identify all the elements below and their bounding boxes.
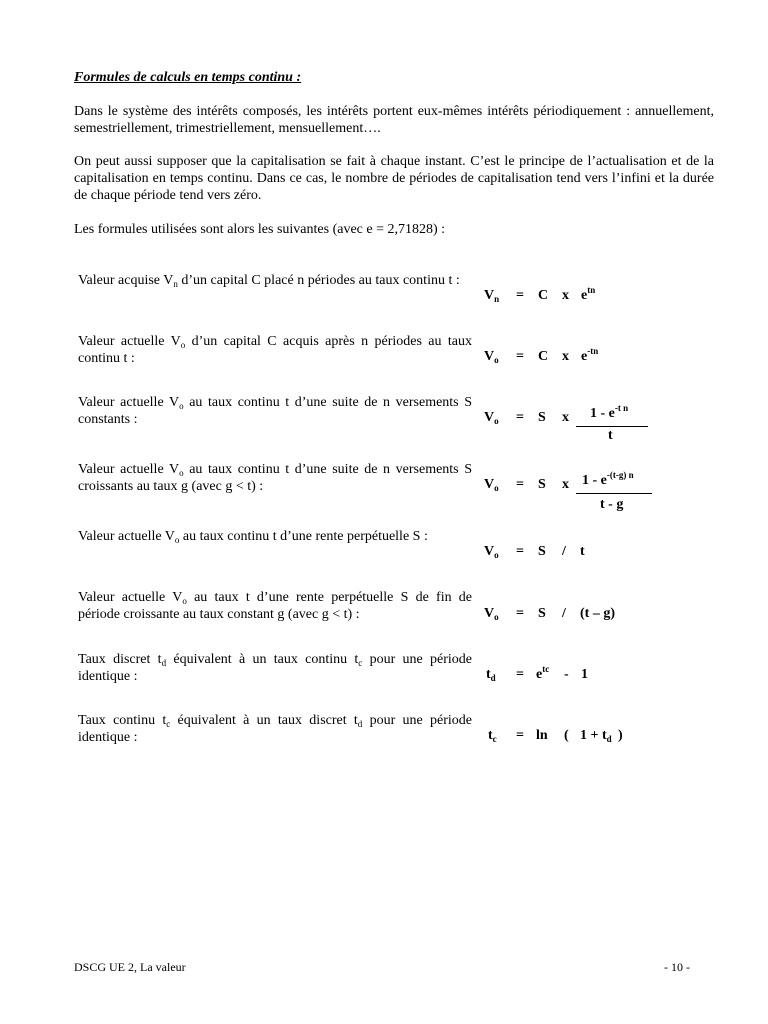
formula-7-label: Taux discret $t_d$ équivalent à un taux continu $t_c$ pour une période identique :	[78, 652, 473, 684]
paragraph-compound-interest: Dans le système des intérêts composés, les intérêts portent eux-mêmes intérêts périodiquement : annuellement, semestriellement, trimestriellement, mensuellement….	[74, 104, 714, 136]
fraction-denominator: t	[608, 428, 613, 443]
formula-5-label: Valeur actuelle $V_o$ au taux continu t d’une rente perpétuelle S :	[78, 529, 428, 545]
formula-6-label: Valeur actuelle $V_o$ au taux t d’une rente perpétuelle S de fin de période croissante au taux constant g (avec g < t) :	[78, 590, 473, 622]
formula-2-label: Valeur actuelle $V_o$ d’un capital C acquis après n périodes au taux continu t :	[78, 334, 472, 366]
formula-3-label: Valeur actuelle $V_o$ au taux continu t d’une suite de n versements S constants :	[78, 395, 473, 427]
formula-1-label: Valeur acquise $V_n$ d’un capital C placé n périodes au taux continu t :	[78, 273, 460, 289]
fraction-bar	[576, 493, 652, 494]
paragraph-continuous-time: On peut aussi supposer que la capitalisation se fait à chaque instant. C’est le principe de l’actualisation et de la capitalisation en temps continu. Dans ce cas, le nombre de périodes de capitalisation tend vers l’infini et la durée de chaque période tend vers zéro.	[74, 154, 714, 203]
formula-8-label: Taux continu $t_c$ équivalent à un taux discret $t_d$ pour une période identique :	[78, 713, 473, 745]
formula-4-label: Valeur actuelle $V_o$ au taux continu t d’une suite de n versements S croissants au taux g (avec g < t) :	[78, 462, 473, 494]
footer-left: DSCG UE 2, La valeur	[74, 960, 186, 974]
fraction-numerator: $1 - e^{-t n}$	[590, 403, 629, 421]
paragraph-formulas-intro: Les formules utilisées sont alors les suivantes (avec e = 2,71828) :	[74, 222, 446, 237]
section-title: Formules de calculs en temps continu :	[74, 70, 302, 85]
fraction-numerator: $1 - e^{-(t-g) n}$	[582, 470, 634, 488]
fraction-denominator: t - g	[600, 497, 624, 512]
fraction-bar	[576, 426, 648, 427]
footer-page-number: - 10 -	[664, 960, 690, 974]
document-page: Formules de calculs en temps continu : Dans le système des intérêts composés, les intérêts portent eux-mêmes intérêts périodiquement : annuellement, semestriellement, trimestriellement, mensuellement…. On peut aussi supposer que la capitalisation se fait à chaque instant. C’est le principe de l’actualisation et de la capitalisation en temps continu. Dans ce cas, le nombre de périodes de capitalisation tend vers l’infini et la durée de chaque période tend vers zéro. Les formules utilisées sont alors les suivantes (avec e = 2,71828) : Valeur acquise $V_n$ d’un capital C placé n périodes au taux continu t : $V_n$ = C x $e^{tn}$ Valeur actuelle $V_o$ d’un capital C acquis après n périodes au taux continu t : $V_o$ = C x $e^{-tn}$ Valeur actuelle $V_o$ au taux continu t d’une suite de n versements S constants : $V_o$ = S x $1 - e^{-t n}$ t Valeur actuelle $V_o$ au taux continu t d’une suite de n versements S croissants au taux g (avec g < t) : $V_o$ = S x $1 - e^{-(t-g) n}$ t - g Valeur actuelle $V_o$ au taux continu t d’une rente perpétuelle S : $V_o$ = S / t Valeur actuelle $V_o$ au taux t d’une rente perpétuelle S de fin de période croissante au taux constant g (avec g < t) : $V_o$ = S / (t – g) Taux discret $t_d$ équivalent à un taux continu $t_c$ pour une période identique : $t_d$ = $e^{tc}$ - 1 Taux continu $t_c$ équivalent à un taux discret $t_d$ pour une période identique : $t_c$ = ln ( $1 + t_d$ ) DSCG UE 2, La valeur - 10 -	[74, 70, 714, 974]
